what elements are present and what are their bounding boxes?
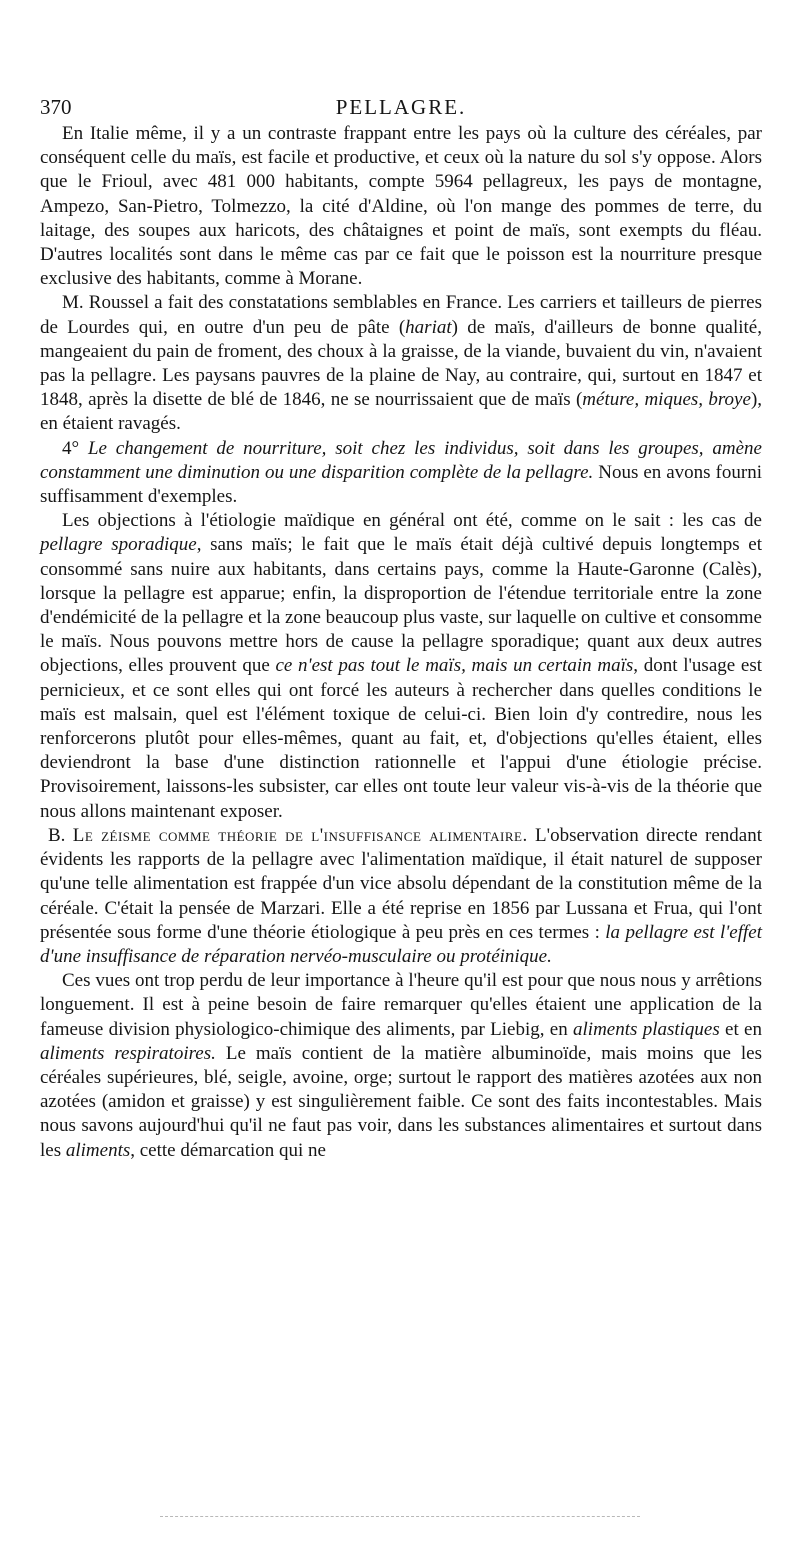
paragraph-section-b [40,824,762,969]
italic-term: aliments respiratoires. [40,1042,216,1064]
text-run: ) de maïs, d'ailleurs de bonne qualité, mangeaient du pain de froment, des choux à la graisse, de la viande, buvaient du vin, n'avaient pas la pellagre. Les paysans pauvres de la plaine de Nay, au contraire, qui, surtout en 1847 et 1848, après la disette de blé de 1846, ne se nourrissaient que de maïs ( [40,316,762,411]
paragraph-point-4 [40,437,762,510]
italic-term: méture, miques, broye [582,389,751,411]
paragraph-liebig [40,969,762,1163]
italic-phrase: ce n'est pas tout le maïs, mais un certain maïs [275,655,634,677]
text-run: M. Roussel a fait des constatations semblables en France. Les carriers et tailleurs de pierres de Lourdes qui, en outre d'un peu de pâte ( [40,292,762,338]
body-text [40,122,762,1163]
text-run: , dont l'usage est pernicieux, et ce sont elles qui ont forcé les auteurs à rechercher dans quelles conditions le maïs est malsain, quel est l'élément toxique de celui-ci. Bien loin d'y contredire, nous les renforcerons plutôt pour elles-mêmes, quant au fait, et, d'objections qu'elles étaient, elles deviendront la base d'une distinction rationnelle et l'appui d'une étiologie précise. Provisoirement, laissons-les subsister, car elles ont toute leur valeur vis-à-vis de la théorie que nous allons maintenant exposer. [40,655,762,822]
paragraph-italy: En Italie même, il y a un contraste frappant entre les pays où la culture des céréales, par conséquent celle du maïs, est facile et productive, et ceux où la nature du sol s'y oppose. Alors que le Frioul, avec 481 000 habitants, compte 5964 pellagreux, les pays de montagne, Ampezo, San-Pietro, Tolmezzo, la cité d'Aldine, où l'on mange des pommes de terre, du laitage, des soupes aux haricots, des châtaignes et point de maïs, sont exempts du fléau. D'autres localités sont dans le même cas par ce fait que le poisson est la nourriture presque exclusive des habitants, comme à Morane. [40,123,762,290]
paragraph-objections [40,509,762,824]
text-run: Nous en avons fourni suffisamment d'exemples. [40,461,762,508]
italic-thesis: Le changement de nourriture, soit chez les individus, soit dans les groupes, amène constamment une diminution ou une disparition complète de la pellagre. [40,437,762,483]
text-run: L'observation directe rendant évidents les rapports de la pellagre avec l'alimentation maïdique, il était naturel de supposer qu'une telle alimentation est frappée d'un vice absolu dépendant de la constitution même de la céréale. C'était la pensée de Marzari. Elle a été reprise en 1856 par Lussana et Frua, qui l'ont présentée sous forme d'une théorie étiologique à peu près en ces termes : [40,824,762,943]
page-number: 370 [40,95,72,119]
italic-term: aliments plastiques [573,1018,720,1040]
text-run: Le maïs contient de la matière albuminoïde, mais moins que les céréales supérieures, blé, seigle, avoine, orge; surtout le rapport des matières azotées aux non azotées (amidon et graisse) y est singulièrement faible. Ce sont des faits incontestables. Mais nous savons aujourd'hui qu'il ne faut pas voir, dans les substances alimentaires et surtout dans les [40,1042,763,1161]
book-page [40,92,762,1163]
text-run: Ces vues ont trop perdu de leur importance à l'heure qu'il est pour que nous nous y arrêtions longuement. Il est à peine besoin de faire remarquer qu'elles étaient une application de la fameuse division physiologico-chimique des aliments, par Liebig, en [40,970,762,1040]
print-artifact-line [160,1516,640,1521]
page-header [40,92,762,122]
section-heading: Le zéisme comme théorie de l'insuffisance alimentaire. [72,824,528,846]
text-run: et en [719,1018,762,1040]
text-run: , cette démarcation qui ne [130,1139,326,1161]
italic-term: hariat [405,316,452,338]
italic-term: pellagre sporadique [40,534,197,556]
text-run: ), en étaient ravagés. [40,389,763,435]
paragraph-roussel [40,291,762,436]
text-run: Les objections à l'étiologie maïdique en général ont été, comme on le sait : les cas de [62,510,762,532]
text-run: , sans maïs; le fait que le maïs était déjà cultivé depuis longtemps et consommé sans nuire aux habitants, dans certains pays, comme la Haute-Garonne (Calès), lorsque la pellagre est apparue; enfin, la disproportion de l'étendue territoriale entre la zone d'endémicité de la pellagre et la zone beaucoup plus vaste, sur laquelle on cultive et consomme le maïs. Nous pouvons mettre hors de cause la pellagre sporadique; quant aux deux autres objections, elles prouvent que [40,534,762,677]
running-title: PELLAGRE. [335,95,467,119]
section-letter: B. [48,824,73,846]
italic-thesis: la pellagre est l'effet d'une insuffisance de réparation nervéo-musculaire ou protéinique. [40,921,762,967]
point-number: 4° [62,437,88,459]
italic-term: aliments [65,1139,131,1161]
